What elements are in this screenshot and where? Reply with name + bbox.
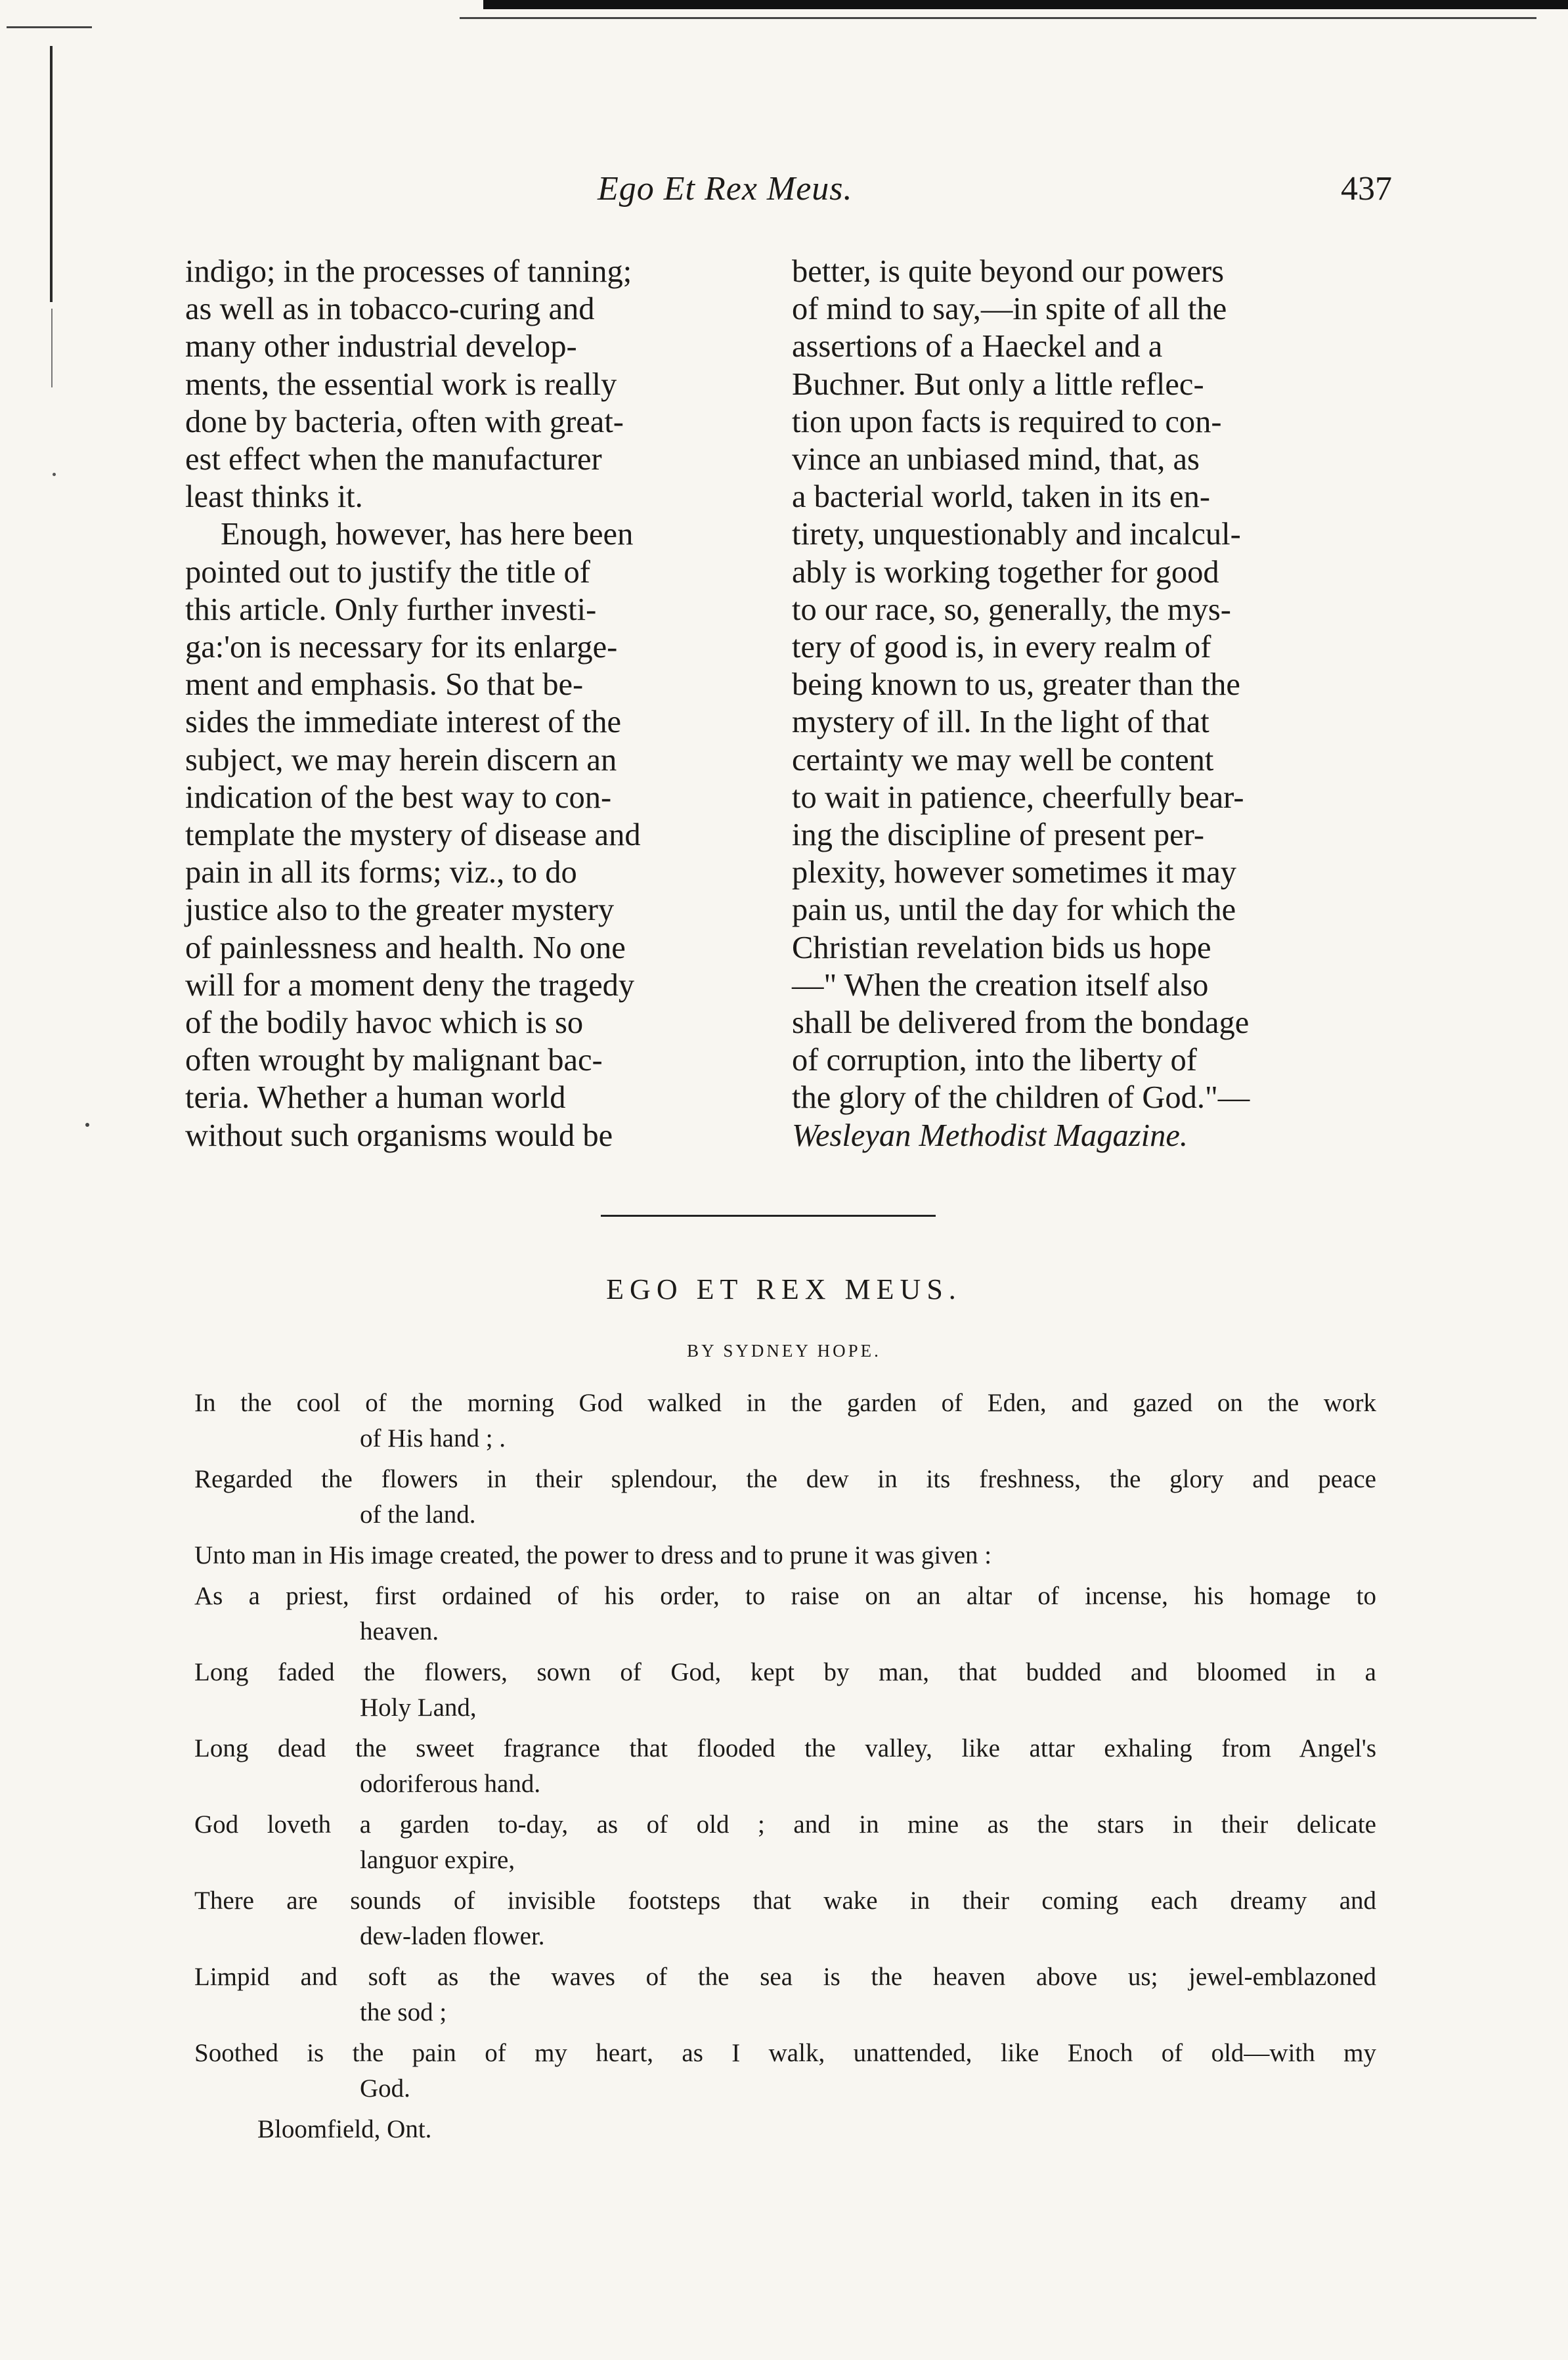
poem-line: Unto man in His image created, the power to dress and to prune it was given :: [194, 1541, 992, 1569]
paragraph: Enough, however, has here been pointed out to justify the title of this article. Only further investi- ga:'on is necessary for its enlarge- ment and emphasis. So that be- sides the immediate interest of the subject, we may herein discern an indication of the best way to con- template the mystery of disease and pain in all its forms; viz., to do justice also to the greater mystery of painlessness and health. No one will for a moment deny the tragedy of the bodily havoc which is so often wrought by malignant bac- teria. Whether a human world without such organisms would be: [185, 517, 641, 1153]
poem-line: Regarded the flowers in their splendour, the dew in its freshness, the glory and peace: [194, 1465, 1376, 1493]
scan-speck: [85, 1123, 89, 1127]
poem-line-continuation: heaven.: [360, 1617, 439, 1646]
poem-line-continuation: of the land.: [360, 1500, 476, 1529]
poem-line: There are sounds of invisible footsteps that wake in their coming each dreamy and: [194, 1887, 1376, 1915]
scan-left-edge-faint: [51, 309, 53, 387]
poem-stanza: [194, 2036, 1376, 2107]
left-column: [185, 253, 770, 1154]
poem-stanza: [194, 1579, 1376, 1650]
right-column: [792, 253, 1376, 1154]
poem-title: EGO ET REX MEUS.: [606, 1273, 962, 1305]
poem-line-continuation: the sod ;: [360, 1998, 447, 2026]
section-separator: [601, 1215, 936, 1217]
poem-line-continuation: of His hand ; .: [360, 1424, 506, 1453]
poem-line: Long faded the flowers, sown of God, kept by man, that budded and bloomed in a: [194, 1658, 1376, 1686]
scan-top-rule: [483, 0, 1568, 9]
poem-line-continuation: dew-laden flower.: [360, 1922, 545, 1950]
running-head: [184, 169, 1392, 229]
paragraph: better, is quite beyond our powers of mind to say,—in spite of all the assertions of a Haeckel and a Buchner. But only a little reflec- tion upon facts is required to con- vince an unbiased mind, that, as a bacterial world, taken in its en- tirety, unquestionably and incalcul- ably is working together for good to our race, so, generally, the mys- tery of good is, in every realm of being known to us, greater than the mystery of ill. In the light of that certainty we may well be content to wait in patience, cheerfully bear- ing the discipline of present per- plexity, however sometimes it may pain us, until the day for which the Christian revelation bids us hope —" When the creation itself also shall be delivered from the bondage of corruption, into the liberty of the glory of the children of God."—: [792, 254, 1250, 1116]
poem-line: Long dead the sweet fragrance that flooded the valley, like attar exhaling from Angel's: [194, 1734, 1376, 1762]
poem-line: As a priest, first ordained of his order, to raise on an altar of incense, his homage to: [194, 1582, 1376, 1610]
poem-stanza: [194, 1538, 1376, 1573]
poem-line: God loveth a garden to-day, as of old ; and in mine as the stars in their delicate: [194, 1810, 1376, 1839]
poem-line-continuation: languor expire,: [360, 1846, 515, 1874]
poem-stanza: [194, 1655, 1376, 1726]
poem-stanza: [194, 1462, 1376, 1533]
poem-stanza: [194, 1959, 1376, 2030]
poem-body: [194, 1386, 1376, 2112]
page-number: 437: [1341, 170, 1392, 208]
poem-line-continuation: God.: [360, 2074, 410, 2103]
poem-line-continuation: odoriferous hand.: [360, 1770, 541, 1798]
scan-speck: [53, 473, 56, 476]
scan-left-edge: [50, 46, 53, 302]
poem-stanza: [194, 1807, 1376, 1878]
poem-stanza: [194, 1731, 1376, 1802]
poem-line: In the cool of the morning God walked in the garden of Eden, and gazed on the work: [194, 1389, 1376, 1417]
poem-byline: BY SYDNEY HOPE.: [687, 1341, 881, 1361]
poem-stanza: [194, 1386, 1376, 1456]
poem-line-continuation: Holy Land,: [360, 1694, 477, 1722]
scan-top-rule-thin: [460, 17, 1536, 19]
article-source: Wesleyan Methodist Magazine.: [792, 1118, 1188, 1153]
poem-stanza: [194, 1883, 1376, 1954]
poem-line: Soothed is the pain of my heart, as I walk, unattended, like Enoch of old—with my: [194, 2039, 1376, 2067]
running-title: Ego Et Rex Meus.: [598, 170, 853, 208]
poem-line: Limpid and soft as the waves of the sea is the heaven above us; jewel-emblazoned: [194, 1963, 1376, 1991]
paragraph: indigo; in the processes of tanning; as well as in tobacco-curing and many other industrial develop- ments, the essential work is really done by bacteria, often with great- est effect when the manufacturer least thinks it.: [185, 254, 632, 515]
poem-signature: Bloomfield, Ont.: [257, 2115, 432, 2143]
scan-left-tick: [7, 26, 92, 28]
